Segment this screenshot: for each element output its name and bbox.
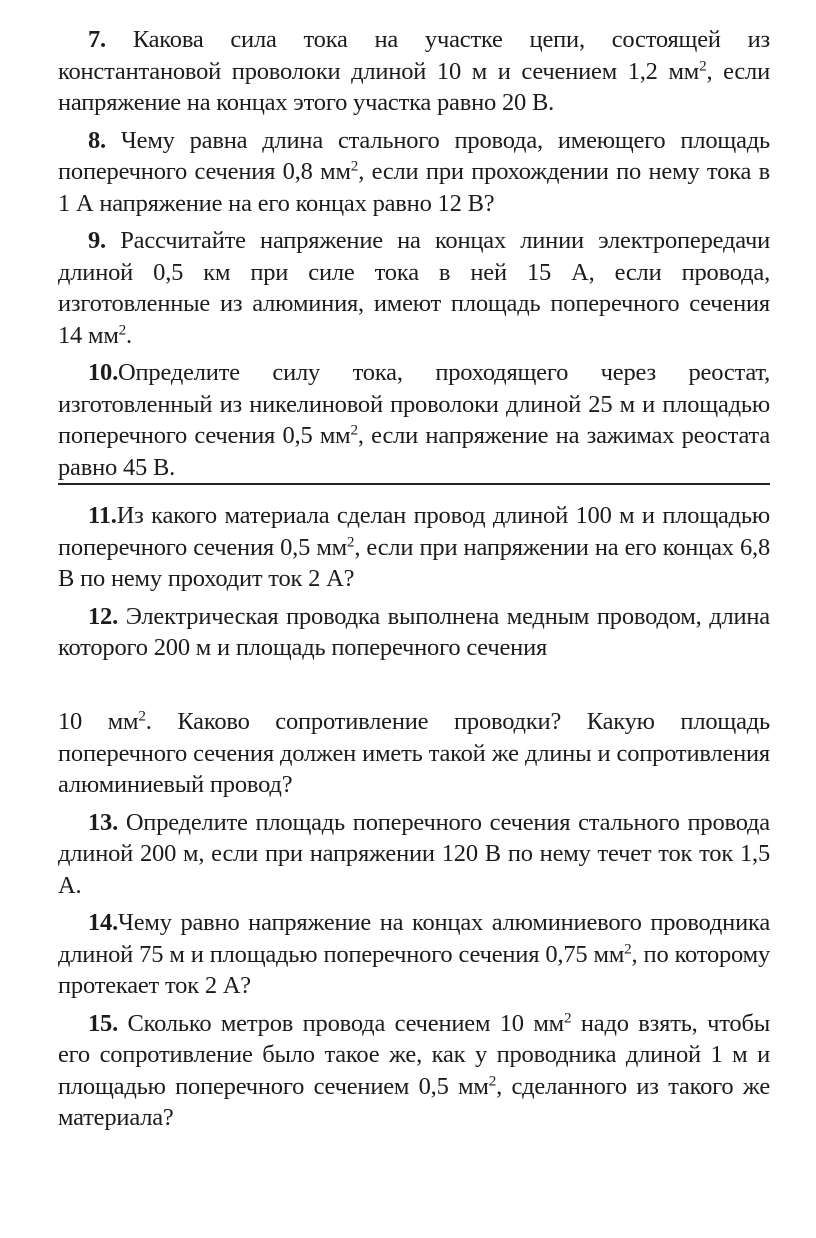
- problem-7: [58, 24, 770, 119]
- problem-text: Чему равно напряжение на концах алюминиевого проводника длиной 75 м и площадью поперечного сечения 0,75 $мм^2$, по которому протекает ток 2 А?: [58, 909, 770, 999]
- problem-text: Какова сила тока на участке цепи, состоящей из константановой проволоки длиной 10 м и сечением 1,2 $мм^2$, если напряжение на концах этого участка равно 20 В.: [58, 26, 770, 116]
- problem-15: [58, 1008, 770, 1134]
- problem-9: [58, 225, 770, 351]
- problem-14: [58, 907, 770, 1002]
- problem-number: 8.: [88, 126, 106, 154]
- problem-number: 11.: [88, 502, 117, 529]
- problem-number: 9.: [88, 227, 106, 254]
- problems-block-bottom: [58, 706, 770, 1140]
- problem-text: 10 $мм^2$. Каково сопротивление проводки? Какую площадь поперечного сечения должен иметь такой же длины и сопротивления алюминиевый провод?: [58, 707, 770, 798]
- section-divider: [58, 483, 770, 485]
- problem-text: Из какого материала сделан провод длиной 100 м и площадью поперечного сечения 0,5 $мм^2$, если при напряжении на его концах 6,8 В по нему проходит ток 2 А?: [58, 502, 770, 592]
- problem-11: [58, 500, 770, 595]
- problems-block-top: [58, 24, 770, 489]
- problem-number: 14.: [88, 909, 119, 936]
- problem-text: Электрическая проводка выполнена медным проводом, длина которого 200 м и площадь поперечного сечения: [58, 602, 770, 661]
- problem-12-continuation: [58, 706, 770, 801]
- problem-number: 7.: [88, 26, 106, 53]
- problem-text: Рассчитайте напряжение на концах линии электропередачи длиной 0,5 км при силе тока в ней 15 А, если провода, изготовленные из алюминия, имеют площадь поперечного сечения 14 $мм^2$.: [58, 227, 770, 349]
- problem-text: Чему равна длина стального провода, имеющего площадь поперечного сечения 0,8 $мм^2$, если при прохождении по нему тока в 1 А напряжение на его концах равно 12 В?: [58, 126, 770, 217]
- problem-number: 13.: [88, 808, 119, 836]
- problem-13: [58, 807, 770, 902]
- problem-number: 15.: [88, 1009, 119, 1037]
- problem-text: Определите силу тока, проходящего через реостат, изготовленный из никелиновой проволоки длиной 25 м и площадью поперечного сечения 0,5 $мм^2$, если напряжение на зажимах реостата равно 45 В.: [58, 359, 771, 481]
- problem-number: 10.: [88, 359, 119, 386]
- problem-number: 12.: [88, 602, 119, 630]
- problem-12: [58, 601, 770, 664]
- problems-block-middle: [58, 500, 770, 670]
- problem-10: [58, 357, 770, 483]
- problem-text: Определите площадь поперечного сечения стального провода длиной 200 м, если при напряжении 120 В по нему течет ток ток 1,5 А.: [58, 808, 770, 899]
- problem-text: Сколько метров провода сечением 10 $мм^2$ надо взять, чтобы его сопротивление было такое же, как у проводника длиной 1 м и площадью поперечного сечением 0,5 $мм^2$, сделанного из такого же материала?: [58, 1009, 770, 1131]
- problem-8: [58, 125, 770, 220]
